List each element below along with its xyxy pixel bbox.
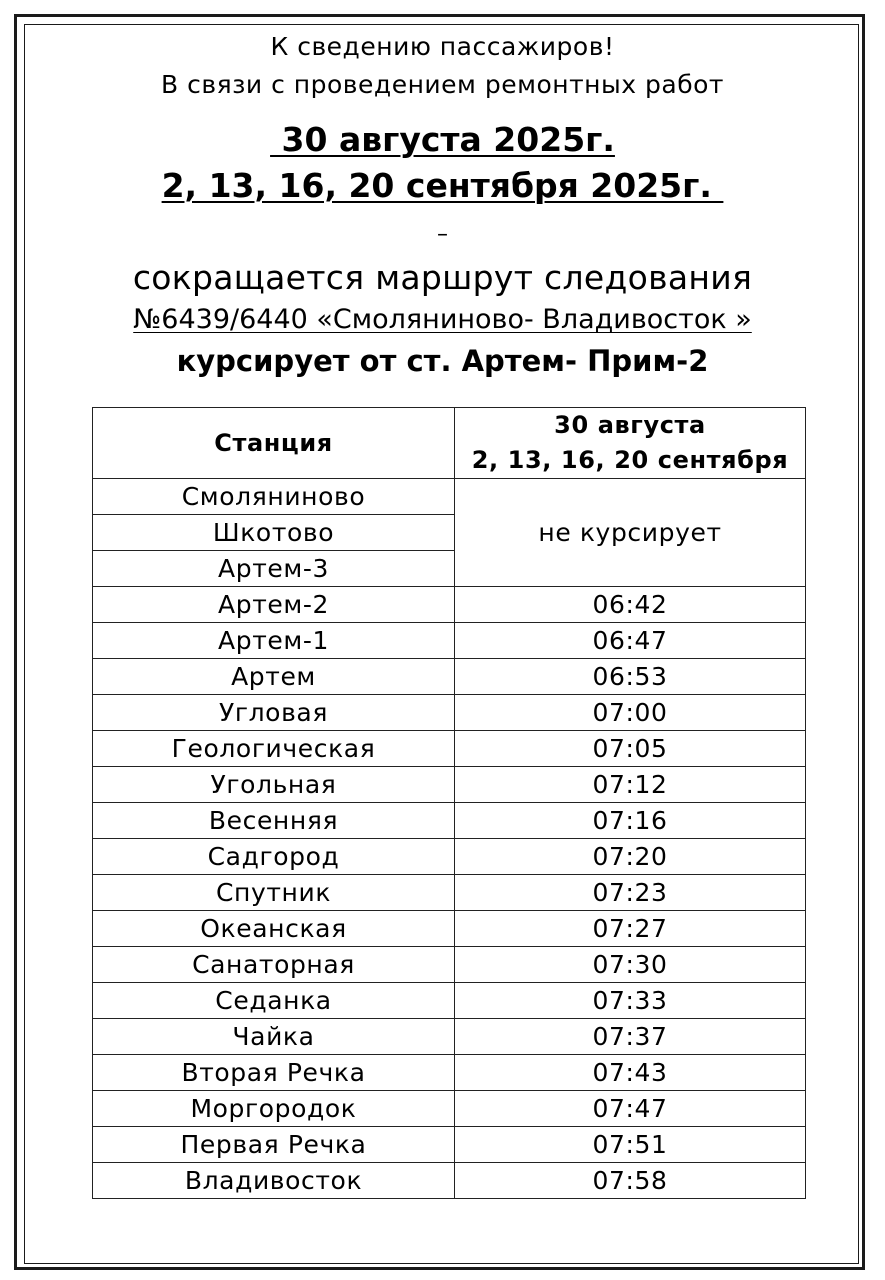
route-number (0, 304, 885, 335)
time-cell: 07:51 (455, 1127, 806, 1163)
table-row (93, 1127, 806, 1163)
time-cell: 07:23 (455, 875, 806, 911)
station-cell: Артем-2 (93, 587, 455, 623)
station-cell: Угольная (93, 767, 455, 803)
station-cell: Санаторная (93, 947, 455, 983)
station-cell: Угловая (93, 695, 455, 731)
time-cell: 07:47 (455, 1091, 806, 1127)
time-cell: 07:43 (455, 1055, 806, 1091)
not-running-cell: не курсирует (455, 479, 806, 587)
time-cell: 06:47 (455, 623, 806, 659)
time-cell: 07:05 (455, 731, 806, 767)
station-cell: Владивосток (93, 1163, 455, 1199)
table-row (93, 659, 806, 695)
station-cell: Геологическая (93, 731, 455, 767)
date-september-text: 2, 13, 16, 20 сентября 2025г. (161, 166, 724, 205)
station-cell: Артем (93, 659, 455, 695)
header-dates (455, 408, 806, 479)
table-row (93, 731, 806, 767)
dash-separator: – (437, 222, 448, 247)
station-cell: Спутник (93, 875, 455, 911)
station-cell: Вторая Речка (93, 1055, 455, 1091)
header-dates-august: 30 августа (554, 411, 706, 439)
table-row (93, 1055, 806, 1091)
table-row (93, 767, 806, 803)
time-cell: 06:53 (455, 659, 806, 695)
time-cell: 07:27 (455, 911, 806, 947)
notice-heading: К сведению пассажиров! (270, 32, 615, 61)
route-number-text: №6439/6440 «Смоляниново- Владивосток » (133, 304, 752, 335)
notice-reason: В связи с проведением ремонтных работ (161, 70, 724, 99)
table-row (93, 911, 806, 947)
header-station: Станция (93, 408, 455, 479)
station-cell: Седанка (93, 983, 455, 1019)
station-cell: Моргородок (93, 1091, 455, 1127)
table-row (93, 983, 806, 1019)
table-row (93, 623, 806, 659)
table-row (93, 587, 806, 623)
station-cell: Смоляниново (93, 479, 455, 515)
table-row (93, 1163, 806, 1199)
table-row (93, 839, 806, 875)
station-cell: Садгород (93, 839, 455, 875)
table-row (93, 1019, 806, 1055)
time-cell: 07:33 (455, 983, 806, 1019)
route-reduction-text: сокращается маршрут следования (132, 258, 753, 297)
time-cell: 07:30 (455, 947, 806, 983)
station-cell: Чайка (93, 1019, 455, 1055)
station-cell: Первая Речка (93, 1127, 455, 1163)
station-cell: Океанская (93, 911, 455, 947)
time-cell: 07:58 (455, 1163, 806, 1199)
table-row (93, 803, 806, 839)
station-cell: Весенняя (93, 803, 455, 839)
time-cell: 07:12 (455, 767, 806, 803)
time-cell: 07:37 (455, 1019, 806, 1055)
table-row (93, 1091, 806, 1127)
date-line-august (0, 120, 885, 159)
date-august-text: 30 августа 2025г. (270, 120, 615, 159)
table-row (93, 947, 806, 983)
runs-from-text: курсирует от ст. Артем- Прим-2 (176, 344, 709, 378)
time-cell: 06:42 (455, 587, 806, 623)
station-cell: Артем-3 (93, 551, 455, 587)
date-line-september (0, 166, 885, 205)
table-row (93, 479, 806, 515)
table-header-row (93, 408, 806, 479)
station-cell: Шкотово (93, 515, 455, 551)
schedule-table (92, 407, 806, 1199)
table-row (93, 875, 806, 911)
table-row (93, 695, 806, 731)
time-cell: 07:20 (455, 839, 806, 875)
station-cell: Артем-1 (93, 623, 455, 659)
header-dates-september: 2, 13, 16, 20 сентября (471, 446, 789, 474)
time-cell: 07:00 (455, 695, 806, 731)
time-cell: 07:16 (455, 803, 806, 839)
